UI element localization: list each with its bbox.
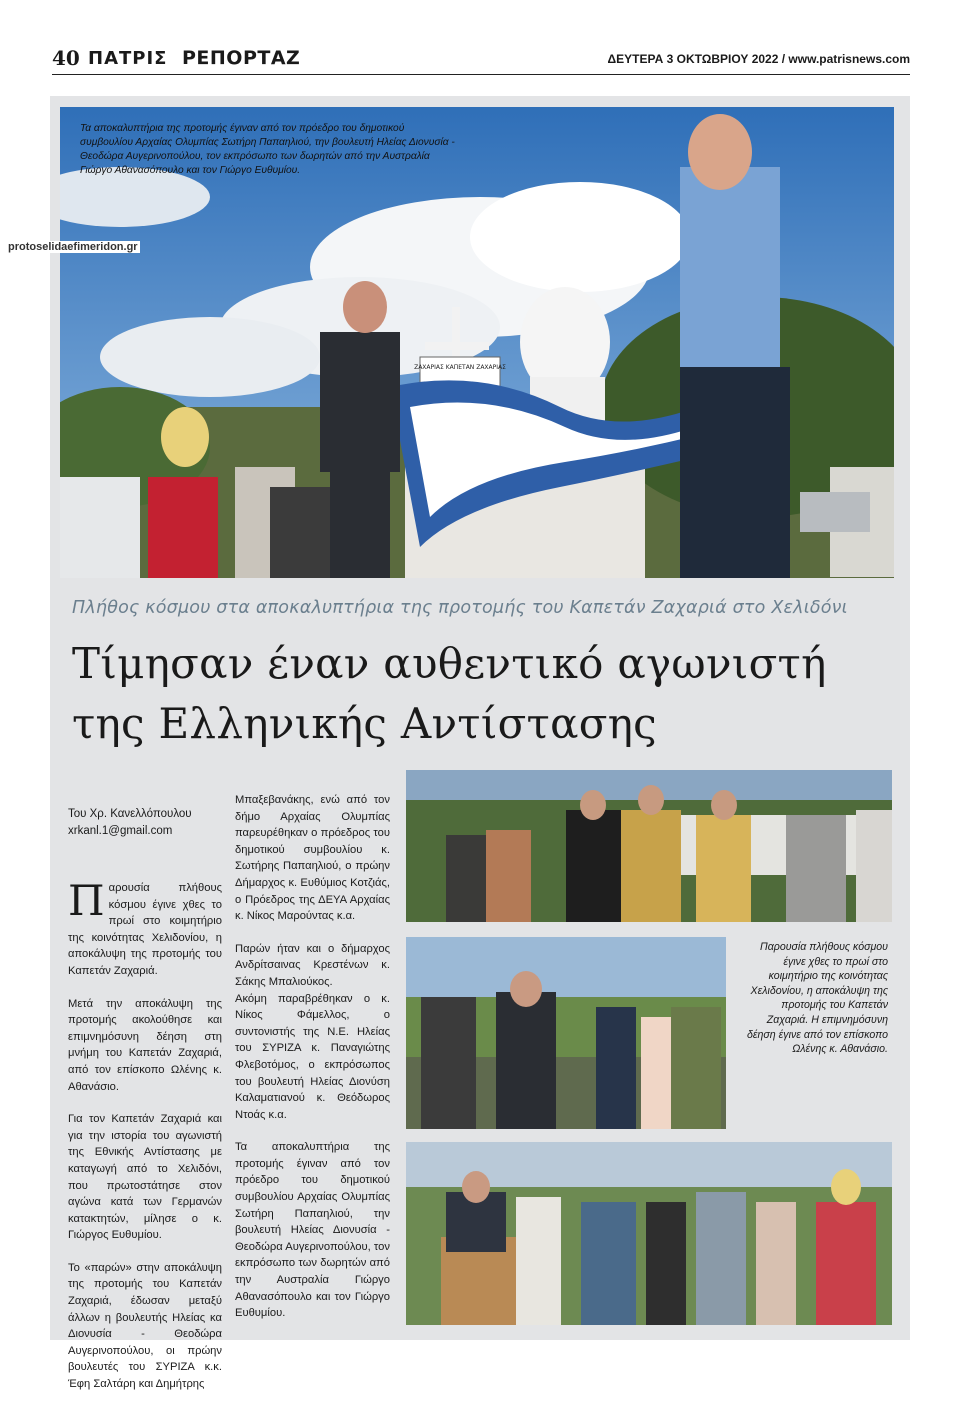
- article-headline: [72, 634, 902, 754]
- article-column-2: [235, 792, 390, 1338]
- speaker-photo: [406, 937, 726, 1129]
- col2-paragraph-2: Παρών ήταν και ο δήμαρχος Ανδρίτσαινας Κρεστένων κ. Σάκης Μπαλιούκος.: [235, 942, 390, 988]
- newspaper-logo: ΠΑΤΡΙΣ: [88, 48, 168, 69]
- watermark: protoselidaefimeridon.gr: [8, 241, 138, 253]
- col1-paragraph-1: αρουσία πλήθους κόσμου έγινε χθες το πρωί στο κοιμητήριο της κοινότητας Χελιδονίου, η αποκάλυψη της προτομής του Καπετάν Ζαχαριά.: [68, 882, 222, 977]
- article-kicker: Πλήθος κόσμου στα αποκαλυπτήρια της προτομής του Καπετάν Ζαχαριά στο Χελιδόνι: [72, 598, 848, 618]
- main-photo-caption: Τα αποκαλυπτήρια της προτομής έγιναν από τον πρόεδρο του δημοτικού συμβουλίου Αρχαίας Ολυμπίας Σωτήρη Παπαηλιού, την βουλευτή Ηλείας Διονυσία - Θεοδώρα Αυγερινοπούλου, τον εκπρόσωπο των δωρητών από την Αυστραλία Γιώργο Αθανασόπουλο και τον Γιώργο Ευθυμίου.: [80, 123, 455, 176]
- col2-paragraph-3: Ακόμη παραβρέθηκαν ο κ. Νίκος Φάμελλος, ο συντονιστής της Ν.Ε. Ηλείας του ΣΥΡΙΖΑ κ. Παναγιώτης Φλεβοτόμος, ο εκπρόσωπος του βουλευτή Ηλείας Διονύση Καλαματιανού κ. Θεόδωρος Ντοάς κ.α.: [235, 992, 390, 1121]
- grave-sign-text: ΖΑΧΑΡΙΑΣ ΚΑΠΕΤΑΝ ΖΑΧΑΡΙΑΣ: [414, 364, 506, 371]
- date-website: ΔΕΥΤΕΡΑ 3 ΟΚΤΩΒΡΙΟΥ 2022 / www.patrisnews.com: [607, 52, 910, 66]
- col1-paragraph-3: Για τον Καπετάν Ζαχαριά και για την ιστορία του αγωνιστή της Εθνικής Αντίστασης με καταγωγή από το Χελιδόνι, που πρωτοστάτησε στον αγώνα κατά των Γερμανών κατακτητών, μίλησε ο κ. Γιώργος Ευθυμίου.: [68, 1113, 222, 1242]
- col2-paragraph-4: Τα αποκαλυπτήρια της προτομής έγιναν από τον πρόεδρο του δημοτικού συμβουλίου Αρχαίας Ολυμπίας Σωτήρη Παπαηλιού, την βουλευτή Ηλείας Διονυσία - Θεοδώρα Αυγερινοπούλου, τον εκπρόσωπο των δωρητών από την Αυστραλία Γιώργο Αθανασόπουλο και τον Γιώργο Ευθυμίου.: [235, 1141, 390, 1320]
- headline-line-2: της Ελληνικής Αντίστασης: [72, 699, 658, 748]
- col2-paragraph-1: Μπαξεβανάκης, ενώ από τον δήμο Αρχαίας Ολυμπίας παρευρέθηκαν ο πρόεδρος του δημοτικού συμβουλίου κ. Σωτήρης Παπαηλιού, ο πρώην Δήμαρχος κ. Ευθύμιος Κοτζιάς, ο Πρόεδρος της ΔΕΥΑ Αρχαίας κ. Νίκος Μαρούντας κ.α.: [235, 794, 390, 923]
- section-title: ΡΕΠΟΡΤΑΖ: [182, 47, 301, 69]
- side-photo-caption: Παρουσία πλήθους κόσμου έγινε χθες το πρωί στο κοιμητήριο της κοινότητας Χελιδονίου, η αποκάλυψη της προτομής του Καπετάν Ζαχαριά. Η επιμνημόσυνη δέηση έγινε από τον επίσκοπο Ωλένης κ. Αθανάσιο.: [747, 941, 888, 1056]
- col1-paragraph-2: Μετά την αποκάλυψη της προτομής ακολούθησε και επιμνημόσυνη δέηση στη μνήμη του Καπετάν Ζαχαριά, από τον επίσκοπο Ωλένης κ. Αθανάσιο.: [68, 997, 222, 1093]
- byline-email: xrkanl.1@gmail.com: [68, 825, 173, 837]
- headline-line-1: Τίμησαν έναν αυθεντικό αγωνιστή: [72, 639, 827, 688]
- page-header: [52, 46, 910, 75]
- article-column-1: [68, 806, 222, 1409]
- drop-cap: Π: [68, 876, 105, 925]
- clergy-photo: [406, 770, 892, 922]
- col1-paragraph-4: Το «παρών» στην αποκάλυψη της προτομής του Καπετάν Ζαχαριά, έδωσαν μεταξύ άλλων η βουλευτής Ηλείας κα Διονυσία - Θεοδώρα Αυγερινοπούλου, οι πρώην βουλευτές του ΣΥΡΙΖΑ κ.κ. Έφη Σαλτάρη και Δημήτρης: [68, 1261, 222, 1391]
- podium-photo: [406, 1142, 892, 1325]
- byline-name: Του Χρ. Κανελλόπουλου: [68, 808, 192, 820]
- page-number: 40: [52, 46, 80, 70]
